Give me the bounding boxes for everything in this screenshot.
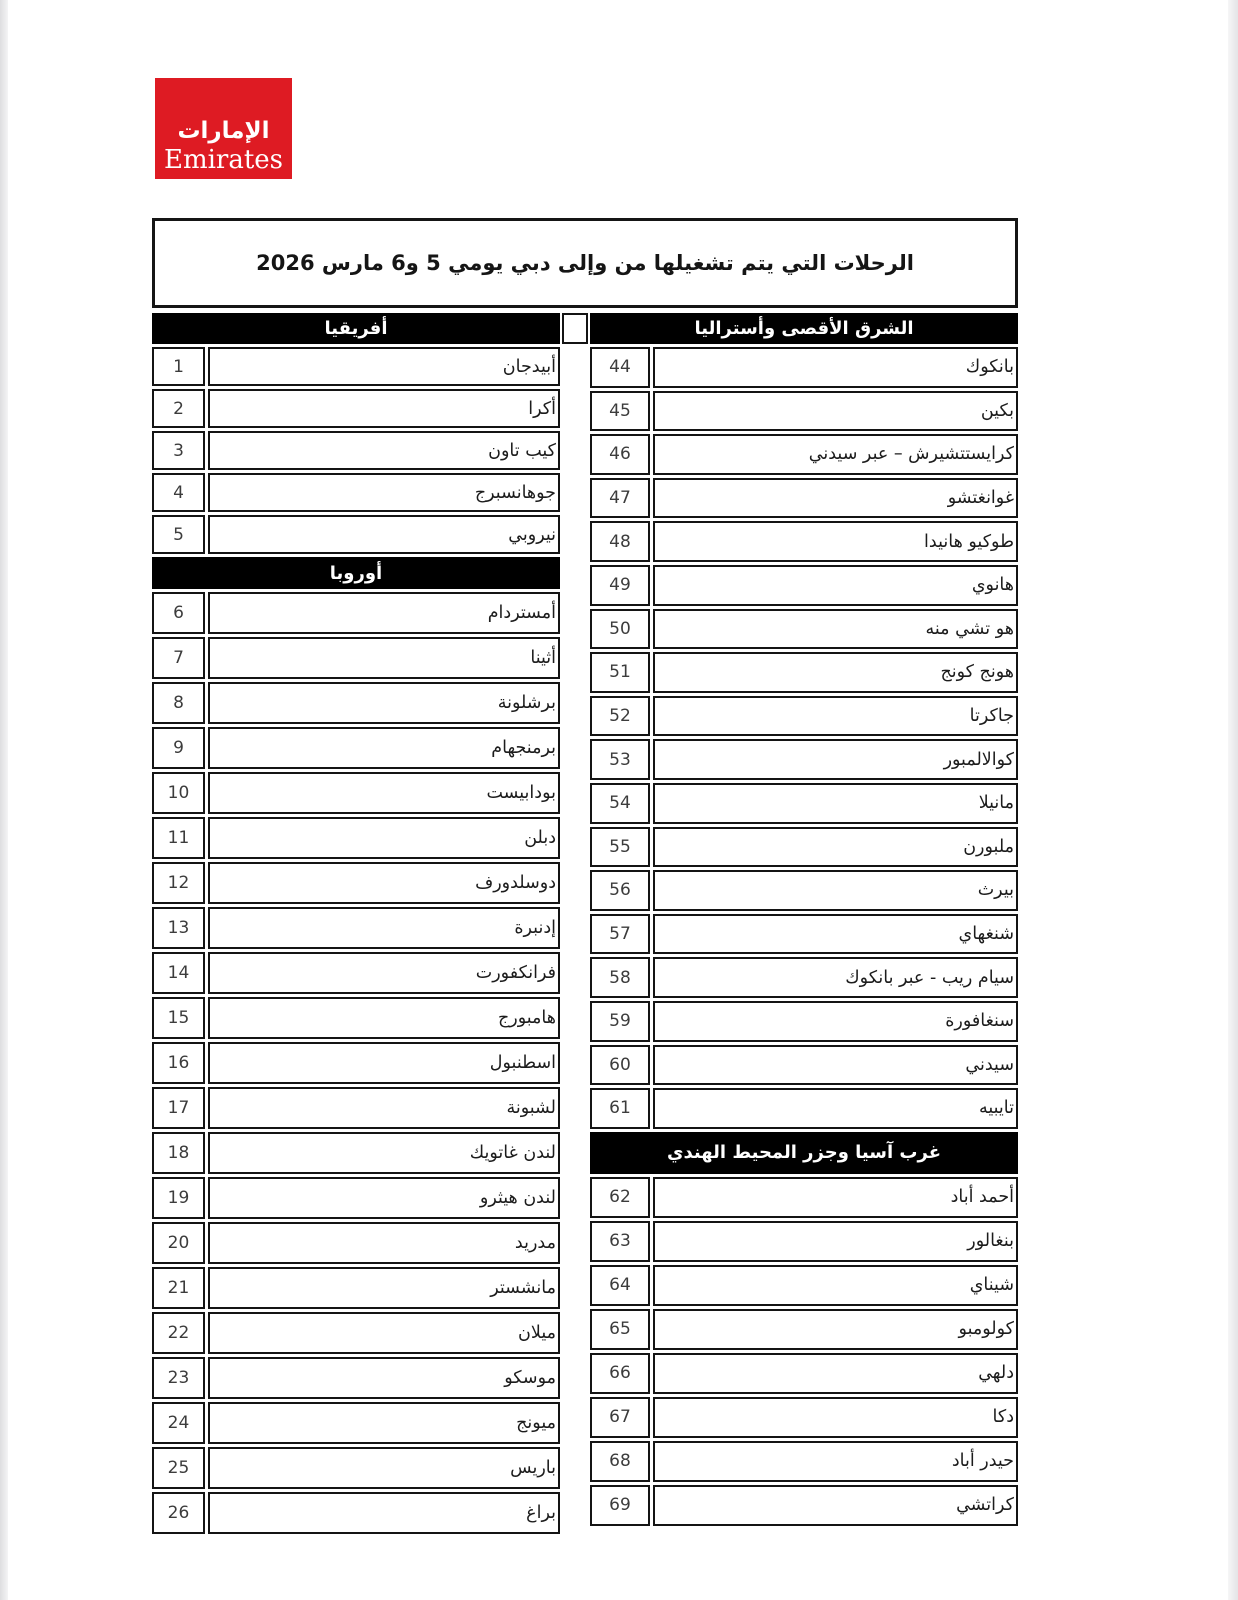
row-number-cell: 46 <box>590 434 650 475</box>
table-row <box>590 565 1018 606</box>
row-city-cell: كولومبو <box>653 1309 1018 1350</box>
table-row <box>152 1222 560 1264</box>
row-city-cell: مانشستر <box>208 1267 560 1309</box>
row-number-cell: 9 <box>152 727 205 769</box>
table-row <box>590 434 1018 475</box>
row-number-cell: 55 <box>590 827 650 868</box>
row-city-cell: بانكوك <box>653 347 1018 388</box>
row-number-cell: 60 <box>590 1045 650 1086</box>
row-number-cell: 56 <box>590 870 650 911</box>
row-number-cell: 24 <box>152 1402 205 1444</box>
row-city-cell: أمستردام <box>208 592 560 634</box>
row-city-cell: دبلن <box>208 817 560 859</box>
row-number-cell: 8 <box>152 682 205 724</box>
row-city-cell: هو تشي منه <box>653 609 1018 650</box>
row-city-cell: أثينا <box>208 637 560 679</box>
section-header: الشرق الأقصى وأستراليا <box>590 313 1018 344</box>
row-city-cell: كوالالمبور <box>653 739 1018 780</box>
row-city-cell: مانيلا <box>653 783 1018 824</box>
page-edge-right <box>1228 0 1238 1600</box>
row-city-cell: موسكو <box>208 1357 560 1399</box>
row-number-cell: 1 <box>152 347 205 386</box>
row-number-cell: 61 <box>590 1088 650 1129</box>
row-number-cell: 2 <box>152 389 205 428</box>
emirates-logo-wordmark: Emirates <box>163 145 284 175</box>
table-row <box>152 389 560 428</box>
row-number-cell: 10 <box>152 772 205 814</box>
row-city-cell: أبيدجان <box>208 347 560 386</box>
row-number-cell: 17 <box>152 1087 205 1129</box>
row-city-cell: برشلونة <box>208 682 560 724</box>
row-city-cell: دوسلدورف <box>208 862 560 904</box>
row-number-cell: 13 <box>152 907 205 949</box>
row-number-cell: 64 <box>590 1265 650 1306</box>
row-number-cell: 12 <box>152 862 205 904</box>
table-row <box>152 1267 560 1309</box>
row-city-cell: شيناي <box>653 1265 1018 1306</box>
row-number-cell: 50 <box>590 609 650 650</box>
table-africa-europe <box>152 313 560 1534</box>
section-header: غرب آسيا وجزر المحيط الهندي <box>590 1132 1018 1174</box>
row-city-cell: سيدني <box>653 1045 1018 1086</box>
table-row <box>590 827 1018 868</box>
row-number-cell: 44 <box>590 347 650 388</box>
row-city-cell: باريس <box>208 1447 560 1489</box>
table-row <box>590 1309 1018 1350</box>
table-row <box>590 1001 1018 1042</box>
table-row <box>152 1177 560 1219</box>
row-number-cell: 16 <box>152 1042 205 1084</box>
table-row <box>152 997 560 1039</box>
row-city-cell: أكرا <box>208 389 560 428</box>
row-city-cell: دكا <box>653 1397 1018 1438</box>
row-city-cell: بنغالور <box>653 1221 1018 1262</box>
document-title-box <box>152 218 1018 308</box>
row-number-cell: 3 <box>152 431 205 470</box>
table-row <box>590 1397 1018 1438</box>
row-number-cell: 49 <box>590 565 650 606</box>
row-city-cell: هونج كونج <box>653 652 1018 693</box>
row-city-cell: تايبيه <box>653 1088 1018 1129</box>
row-number-cell: 52 <box>590 696 650 737</box>
row-city-cell: هانوي <box>653 565 1018 606</box>
row-city-cell: حيدر أباد <box>653 1441 1018 1482</box>
table-row <box>152 817 560 859</box>
section-header: أفريقيا <box>152 313 560 344</box>
table-row <box>590 739 1018 780</box>
table-row <box>152 907 560 949</box>
table-row <box>590 391 1018 432</box>
row-number-cell: 6 <box>152 592 205 634</box>
row-number-cell: 47 <box>590 478 650 519</box>
table-row <box>152 862 560 904</box>
table-row <box>590 347 1018 388</box>
table-row <box>152 1402 560 1444</box>
row-city-cell: سنغافورة <box>653 1001 1018 1042</box>
row-number-cell: 48 <box>590 521 650 562</box>
table-row <box>152 637 560 679</box>
row-number-cell: 21 <box>152 1267 205 1309</box>
row-number-cell: 59 <box>590 1001 650 1042</box>
table-row <box>152 473 560 512</box>
row-city-cell: جاكرتا <box>653 696 1018 737</box>
row-number-cell: 19 <box>152 1177 205 1219</box>
row-city-cell: برمنجهام <box>208 727 560 769</box>
row-city-cell: لشبونة <box>208 1087 560 1129</box>
row-number-cell: 25 <box>152 1447 205 1489</box>
row-number-cell: 18 <box>152 1132 205 1174</box>
row-city-cell: لندن هيثرو <box>208 1177 560 1219</box>
row-city-cell: بيرث <box>653 870 1018 911</box>
table-row <box>152 682 560 724</box>
row-city-cell: طوكيو هانيدا <box>653 521 1018 562</box>
table-row <box>590 521 1018 562</box>
row-number-cell: 23 <box>152 1357 205 1399</box>
table-row <box>590 1265 1018 1306</box>
row-number-cell: 58 <box>590 957 650 998</box>
table-row <box>590 1045 1018 1086</box>
row-number-cell: 62 <box>590 1177 650 1218</box>
row-number-cell: 11 <box>152 817 205 859</box>
table-row <box>590 609 1018 650</box>
table-row <box>590 914 1018 955</box>
table-row <box>590 652 1018 693</box>
row-city-cell: إدنبرة <box>208 907 560 949</box>
row-city-cell: بكين <box>653 391 1018 432</box>
row-number-cell: 68 <box>590 1441 650 1482</box>
row-city-cell: اسطنبول <box>208 1042 560 1084</box>
row-number-cell: 5 <box>152 515 205 554</box>
table-row <box>590 957 1018 998</box>
table-row <box>152 347 560 386</box>
row-city-cell: لندن غاتويك <box>208 1132 560 1174</box>
table-row <box>590 696 1018 737</box>
row-number-cell: 54 <box>590 783 650 824</box>
row-city-cell: نيروبي <box>208 515 560 554</box>
row-city-cell: أحمد أباد <box>653 1177 1018 1218</box>
row-city-cell: مدريد <box>208 1222 560 1264</box>
row-number-cell: 45 <box>590 391 650 432</box>
row-city-cell: ميلان <box>208 1312 560 1354</box>
section-header: أوروبا <box>152 557 560 589</box>
table-row <box>152 592 560 634</box>
table-row <box>590 1177 1018 1218</box>
row-city-cell: فرانكفورت <box>208 952 560 994</box>
page-edge-left <box>0 0 8 1600</box>
table-row <box>590 1221 1018 1262</box>
row-number-cell: 20 <box>152 1222 205 1264</box>
table-row <box>152 1357 560 1399</box>
row-number-cell: 4 <box>152 473 205 512</box>
table-row <box>590 1353 1018 1394</box>
table-row <box>152 1042 560 1084</box>
row-number-cell: 51 <box>590 652 650 693</box>
row-city-cell: هامبورج <box>208 997 560 1039</box>
table-row <box>590 1088 1018 1129</box>
table-row <box>590 1485 1018 1526</box>
table-row <box>152 515 560 554</box>
row-city-cell: غوانغتشو <box>653 478 1018 519</box>
table-row <box>152 727 560 769</box>
row-number-cell: 69 <box>590 1485 650 1526</box>
row-city-cell: براغ <box>208 1492 560 1534</box>
row-number-cell: 22 <box>152 1312 205 1354</box>
row-city-cell: كرايستتشيرش – عبر سيدني <box>653 434 1018 475</box>
row-number-cell: 7 <box>152 637 205 679</box>
table-row <box>590 783 1018 824</box>
row-city-cell: بودابيست <box>208 772 560 814</box>
row-number-cell: 65 <box>590 1309 650 1350</box>
row-city-cell: ميونج <box>208 1402 560 1444</box>
table-row <box>152 1447 560 1489</box>
table-row <box>590 478 1018 519</box>
emirates-logo <box>155 78 292 179</box>
header-spacer-cell <box>562 313 588 344</box>
row-number-cell: 53 <box>590 739 650 780</box>
row-city-cell: جوهانسبرج <box>208 473 560 512</box>
row-number-cell: 26 <box>152 1492 205 1534</box>
table-row <box>152 1132 560 1174</box>
table-row <box>152 952 560 994</box>
row-number-cell: 15 <box>152 997 205 1039</box>
row-city-cell: سيام ريب - عبر بانكوك <box>653 957 1018 998</box>
document-title: الرحلات التي يتم تشغيلها من وإلى دبي يومي 5 و6 مارس 2026 <box>256 251 914 275</box>
row-city-cell: كيب تاون <box>208 431 560 470</box>
emirates-logo-arabic-calligraphy: الإمارات <box>177 117 270 144</box>
row-number-cell: 66 <box>590 1353 650 1394</box>
table-row <box>152 1087 560 1129</box>
table-row <box>152 1492 560 1534</box>
table-row <box>590 870 1018 911</box>
row-number-cell: 14 <box>152 952 205 994</box>
row-city-cell: كراتشي <box>653 1485 1018 1526</box>
table-row <box>152 431 560 470</box>
row-city-cell: شنغهاي <box>653 914 1018 955</box>
table-row <box>590 1441 1018 1482</box>
row-city-cell: دلهي <box>653 1353 1018 1394</box>
row-city-cell: ملبورن <box>653 827 1018 868</box>
table-row <box>152 1312 560 1354</box>
row-number-cell: 57 <box>590 914 650 955</box>
row-number-cell: 63 <box>590 1221 650 1262</box>
row-number-cell: 67 <box>590 1397 650 1438</box>
table-fareast-westasia <box>590 313 1018 1526</box>
table-row <box>152 772 560 814</box>
